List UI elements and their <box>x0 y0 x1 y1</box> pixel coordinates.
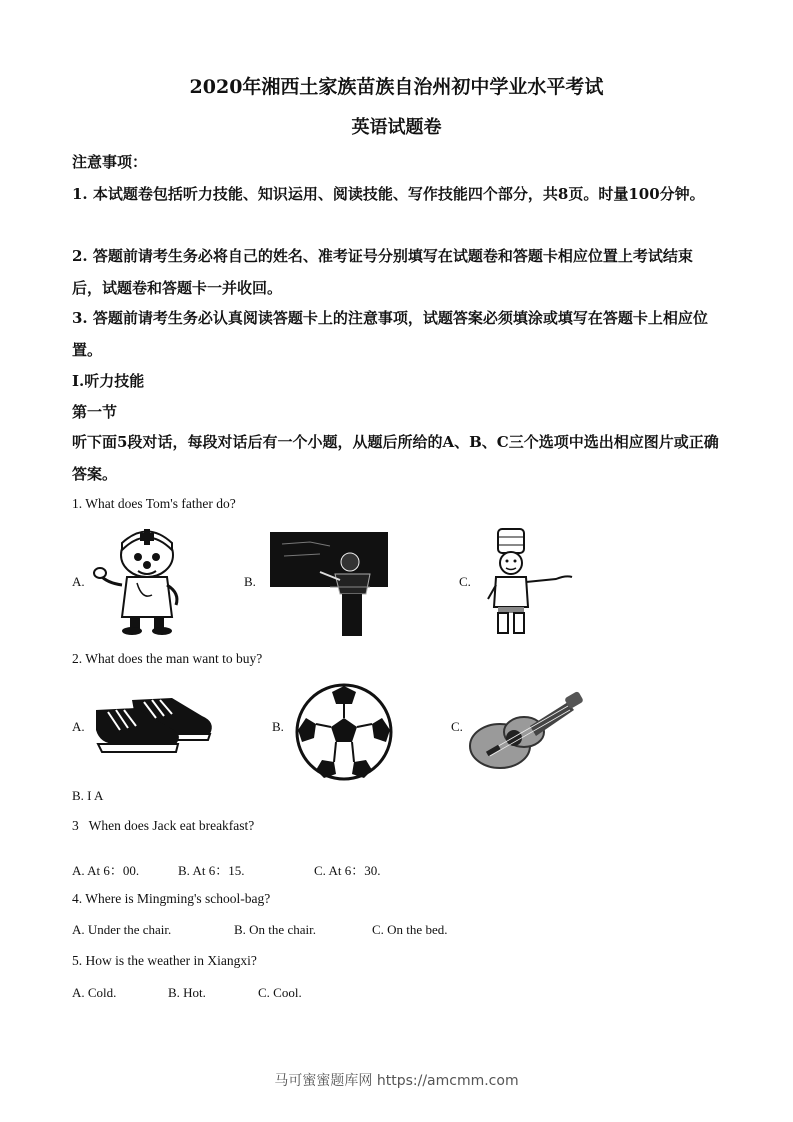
q4-option-c: C. On the bed. <box>372 922 448 937</box>
notice-3: 3. 答题前请考生务必认真阅读答题卡上的注意事项，试题答案必须填涂或填写在答题卡上相应位置。 <box>72 309 708 359</box>
teacher-picture <box>270 532 390 637</box>
q5-option-b: B. Hot. <box>168 985 206 1000</box>
q3-option-c: C. At 6：30. <box>314 863 381 878</box>
q1-option-a: A. <box>72 574 85 589</box>
page-title: 2020年湘西土家族苗族自治州初中学业水平考试 <box>189 76 604 98</box>
question-5: 5. How is the weather in Xiangxi? <box>72 953 257 968</box>
doctor-picture <box>92 525 202 635</box>
q5-option-c: C. Cool. <box>258 985 302 1000</box>
q1-option-c: C. <box>459 574 471 589</box>
q5-option-a: A. Cold. <box>72 985 117 1000</box>
q2-option-b: B. <box>272 719 284 734</box>
soccer-ball-picture <box>294 682 394 782</box>
q4-option-a: A. Under the chair. <box>72 922 172 937</box>
q3-option-a: A. At 6：00. <box>72 863 140 878</box>
q1-option-b: B. <box>244 574 256 589</box>
guitar-picture <box>468 690 584 774</box>
part-heading: 第一节 <box>72 403 118 421</box>
question-1: 1. What does Tom's father do? <box>72 496 236 511</box>
chef-picture <box>486 527 586 635</box>
footer-watermark[interactable]: 马可蜜蜜题库网 https://amcmm.com <box>274 1073 519 1089</box>
notice-2: 2. 答题前请考生务必将自己的姓名、准考证号分别填写在试题卷和答题卡相应位置上考试结束后，试题卷和答题卡一并收回。 <box>72 247 693 297</box>
instructions: 听下面5段对话，每段对话后有一个小题，从题后所给的A、B、C三个选项中选出相应图片或正确答案。 <box>72 433 719 483</box>
q2-option-c: C. <box>451 719 463 734</box>
page-subtitle: 英语试题卷 <box>351 117 442 138</box>
q4-option-b: B. On the chair. <box>234 922 316 937</box>
notice-1: 1. 本试题卷包括听力技能、知识运用、阅读技能、写作技能四个部分，共8页。时量100分钟。 <box>72 185 705 203</box>
section-heading: I.听力技能 <box>72 372 145 390</box>
question-3: 3 When does Jack eat breakfast? <box>72 818 255 833</box>
question-2: 2. What does the man want to buy? <box>72 651 263 666</box>
notice-heading: 注意事项： <box>72 153 148 171</box>
q3-option-b: B. At 6：15. <box>178 863 245 878</box>
q2-option-a: A. <box>72 719 85 734</box>
question-4: 4. Where is Mingming's school-bag? <box>72 891 271 906</box>
sneakers-picture <box>92 688 216 756</box>
answer-note: B. I A <box>72 788 104 803</box>
